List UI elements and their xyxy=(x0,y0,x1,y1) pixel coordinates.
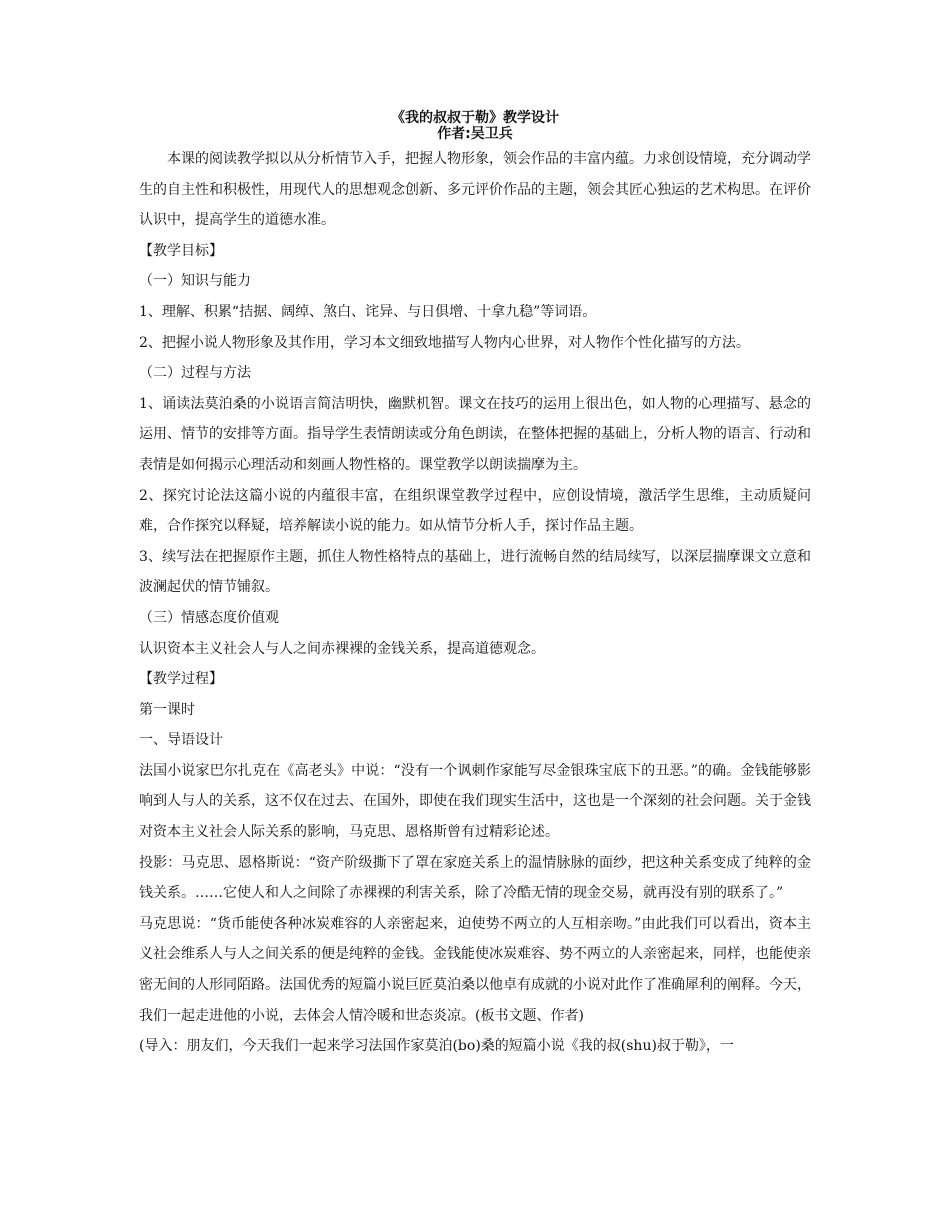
introduction-paragraph: (导入：朋友们，今天我们一起来学习法国作家莫泊(bo)桑的短篇小说《我的叔(shu)叔于勒》，一 xyxy=(139,1038,734,1055)
subheading-process: （二）过程与方法 xyxy=(139,365,251,382)
document-page xyxy=(139,110,811,1062)
balzac-paragraph: 法国小说家巴尔扎克在《高老头》中说：“没有一个讽刺作家能写尽金银珠宝底下的丑恶。”的确。金钱能够影响到人与人的关系，这不仅在过去、在国外，即使在我们现实生活中，这也是一个深刻的社会问题。关于金钱对资本主义社会人际关系的影响，马克思、恩格斯曾有过精彩论述。 xyxy=(139,762,811,841)
lesson-label: 第一课时 xyxy=(139,701,195,718)
document-title: 《我的叔叔于勒》教学设计 xyxy=(391,110,559,126)
method-item-2: 2、探究讨论法这篇小说的内蕴很丰富，在组织课堂教学过程中，应创设情境，激活学生思维，主动质疑问难，合作探究以释疑，培养解读小说的能力。如从情节分析人手，探讨作品主题。 xyxy=(139,487,811,535)
values-paragraph: 认识资本主义社会人与人之间赤裸裸的金钱关系，提高道德观念。 xyxy=(139,640,545,657)
subheading-values: （三）情感态度价值观 xyxy=(139,609,279,626)
intro-paragraph: 本课的阅读教学拟以从分析情节入手，把握人物形象，领会作品的丰富内蕴。力求创设情境，充分调动学生的自主性和积极性，用现代人的思想观念创新、多元评价作品的主题，领会其匠心独运的艺术构思。在评价认识中，提高学生的道德水准。 xyxy=(139,151,811,229)
goal-item-1: 1、理解、积累“拮据、阔绰、煞白、诧异、与日俱增、十拿九稳”等词语。 xyxy=(139,303,597,320)
document-author: 作者:吴卫兵 xyxy=(437,126,513,142)
method-item-3: 3、续写法在把握原作主题，抓住人物性格特点的基础上，进行流畅自然的结局续写，以深层揣摩课文立意和波澜起伏的情节铺叙。 xyxy=(139,548,811,596)
intro-design-heading: 一、导语设计 xyxy=(139,732,223,749)
goal-item-2: 2、把握小说人物形象及其作用，学习本文细致地描写人物内心世界，对人物作个性化描写的方法。 xyxy=(139,334,750,351)
section-heading-process: 【教学过程】 xyxy=(139,671,223,688)
method-item-1: 1、诵读法莫泊桑的小说语言简洁明快，幽默机智。课文在技巧的运用上很出色，如人物的心理描写、悬念的运用、情节的安排等方面。指导学生表情朗读或分角色朗读，在整体把握的基础上，分析人物的语言、行动和表情是如何揭示心理活动和刻画人物性格的。课堂教学以朗读揣摩为主。 xyxy=(139,395,811,473)
projection-paragraph: 投影：马克思、恩格斯说：“资产阶级撕下了罩在家庭关系上的温情脉脉的面纱，把这种关系变成了纯粹的金钱关系。……它使人和人之间除了赤裸裸的利害关系，除了冷酷无情的现金交易，就再没有别的联系了。” xyxy=(139,854,811,902)
marx-paragraph: 马克思说：“货币能使各种冰炭难容的人亲密起来，迫使势不两立的人互相亲吻。”由此我们可以看出，资本主义社会维系人与人之间关系的便是纯粹的金钱。金钱能使冰炭难容、势不两立的人亲密起来，同样，也能使亲密无间的人形同陌路。法国优秀的短篇小说巨匠莫泊桑以他卓有成就的小说对此作了准确犀利的阐释。今天，我们一起走进他的小说，去体会人情冷暖和世态炎凉。(板书文题、作者) xyxy=(139,915,811,1024)
section-heading-goals: 【教学目标】 xyxy=(139,242,223,259)
subheading-knowledge: （一）知识与能力 xyxy=(139,273,251,290)
